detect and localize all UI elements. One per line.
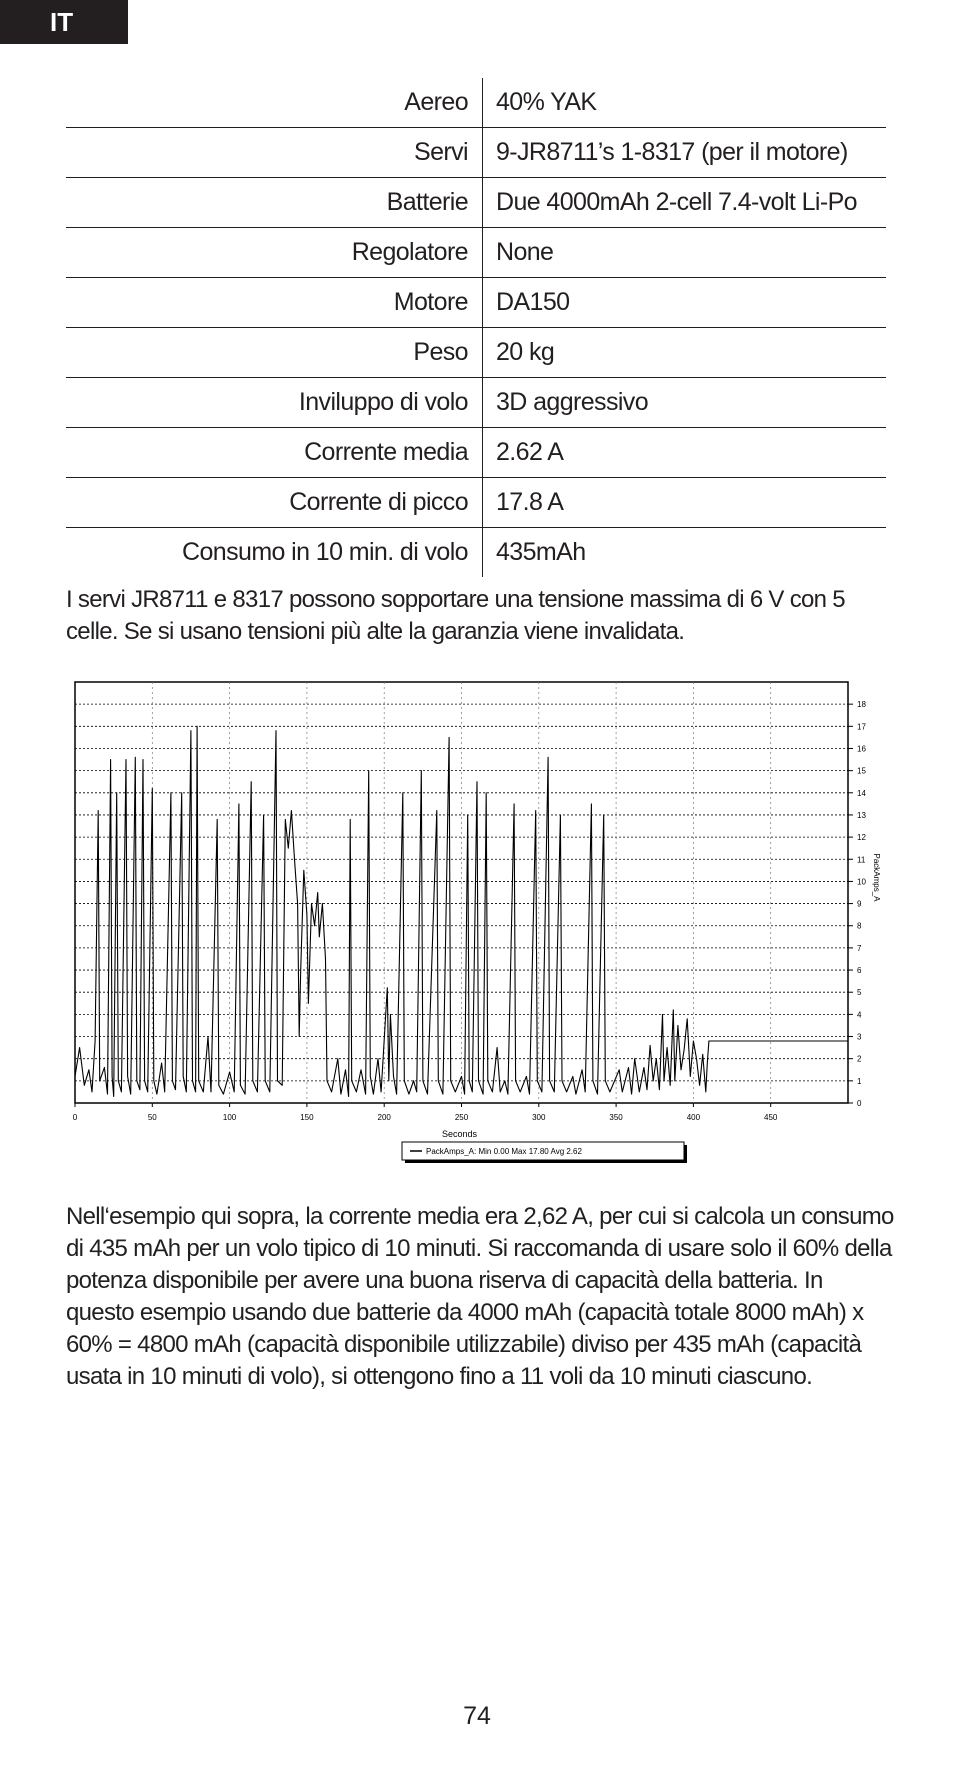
spec-label: Batterie xyxy=(66,178,483,228)
spec-label: Aereo xyxy=(66,78,483,128)
x-tick-label: 250 xyxy=(454,1113,469,1122)
spec-value: Due 4000mAh 2-cell 7.4-volt Li-Po xyxy=(483,178,887,228)
spec-value: DA150 xyxy=(483,278,887,328)
series-line-packamps xyxy=(75,726,848,1096)
y-tick-label: 3 xyxy=(857,1032,862,1042)
spec-label: Peso xyxy=(66,328,483,378)
x-tick-label: 400 xyxy=(686,1113,701,1122)
y-tick-label: 14 xyxy=(857,788,866,798)
y-tick-label: 18 xyxy=(857,700,866,710)
page-number: 74 xyxy=(463,1702,491,1730)
spec-value: 9-JR8711’s 1-8317 (per il motore) xyxy=(483,128,887,178)
spec-label: Corrente di picco xyxy=(66,478,483,528)
y-tick-label: 5 xyxy=(857,988,862,998)
y-tick-label: 4 xyxy=(857,1010,862,1020)
spec-label: Servi xyxy=(66,128,483,178)
y-tick-label: 16 xyxy=(857,744,866,754)
x-tick-label: 100 xyxy=(222,1113,237,1122)
spec-label: Motore xyxy=(66,278,483,328)
x-tick-label: 50 xyxy=(147,1113,157,1122)
x-tick-label: 0 xyxy=(72,1113,78,1122)
spec-value: 17.8 A xyxy=(483,478,887,528)
y-tick-label: 17 xyxy=(857,722,866,732)
y-tick-label: 13 xyxy=(857,810,866,820)
y-tick-label: 2 xyxy=(857,1054,862,1064)
y-tick-label: 8 xyxy=(857,921,862,931)
y-tick-label: 6 xyxy=(857,966,862,976)
spec-label: Inviluppo di volo xyxy=(66,378,483,428)
x-axis-label: Seconds xyxy=(441,1129,478,1139)
spec-value: 435mAh xyxy=(483,528,887,578)
x-tick-label: 150 xyxy=(300,1113,314,1122)
legend-text: PackAmps_A: Min 0.00 Max 17.80 Avg 2.62 xyxy=(426,1147,582,1156)
spec-value: 40% YAK xyxy=(496,88,597,116)
spec-label: Regolatore xyxy=(66,228,483,278)
y-tick-label: 9 xyxy=(857,899,862,909)
spec-value: 20 kg xyxy=(483,328,887,378)
y-tick-label: 1 xyxy=(857,1076,862,1086)
language-tab: IT xyxy=(0,0,128,44)
y-tick-label: 15 xyxy=(857,766,866,776)
spec-value: None xyxy=(483,228,887,278)
y-tick-label: 10 xyxy=(857,877,866,887)
spec-label: Consumo in 10 min. di volo xyxy=(66,528,483,578)
spec-value: 2.62 A xyxy=(483,428,887,478)
spec-value: 3D aggressivo xyxy=(483,378,887,428)
servo-warning-note: I servi JR8711 e 8317 possono sopportare una tensione massima di 6 V con 5 celle. Se si usano tensioni più alte la garanzia viene invalidata. xyxy=(66,586,845,645)
y-axis-label: PackAmps_A xyxy=(872,853,881,902)
y-tick-label: 7 xyxy=(857,943,862,953)
y-tick-label: 11 xyxy=(857,855,866,865)
x-tick-label: 200 xyxy=(377,1113,391,1122)
consumption-explanation: Nell‘esempio qui sopra, la corrente media era 2,62 A, per cui si calcola un consumo di 435 mAh per un volo tipico di 10 minuti. Si raccomanda di usare solo il 60% della potenza disponibile per avere una buona riserva di capacità della batteria. In questo esempio usando due batterie da 4000 mAh (capacità totale 8000 mAh) x 60% = 4800 mAh (capacità disponibile utilizzabile) diviso per 435 mAh (capacità usata in 10 minuti di volo), si ottengono fino a 11 voli da 10 minuti ciascuno. xyxy=(66,1203,894,1390)
x-tick-label: 300 xyxy=(532,1113,546,1122)
spec-label: Corrente media xyxy=(66,428,483,478)
y-tick-label: 0 xyxy=(857,1099,862,1108)
x-tick-label: 450 xyxy=(764,1113,778,1122)
x-tick-label: 350 xyxy=(609,1113,623,1122)
y-tick-label: 12 xyxy=(857,833,866,843)
